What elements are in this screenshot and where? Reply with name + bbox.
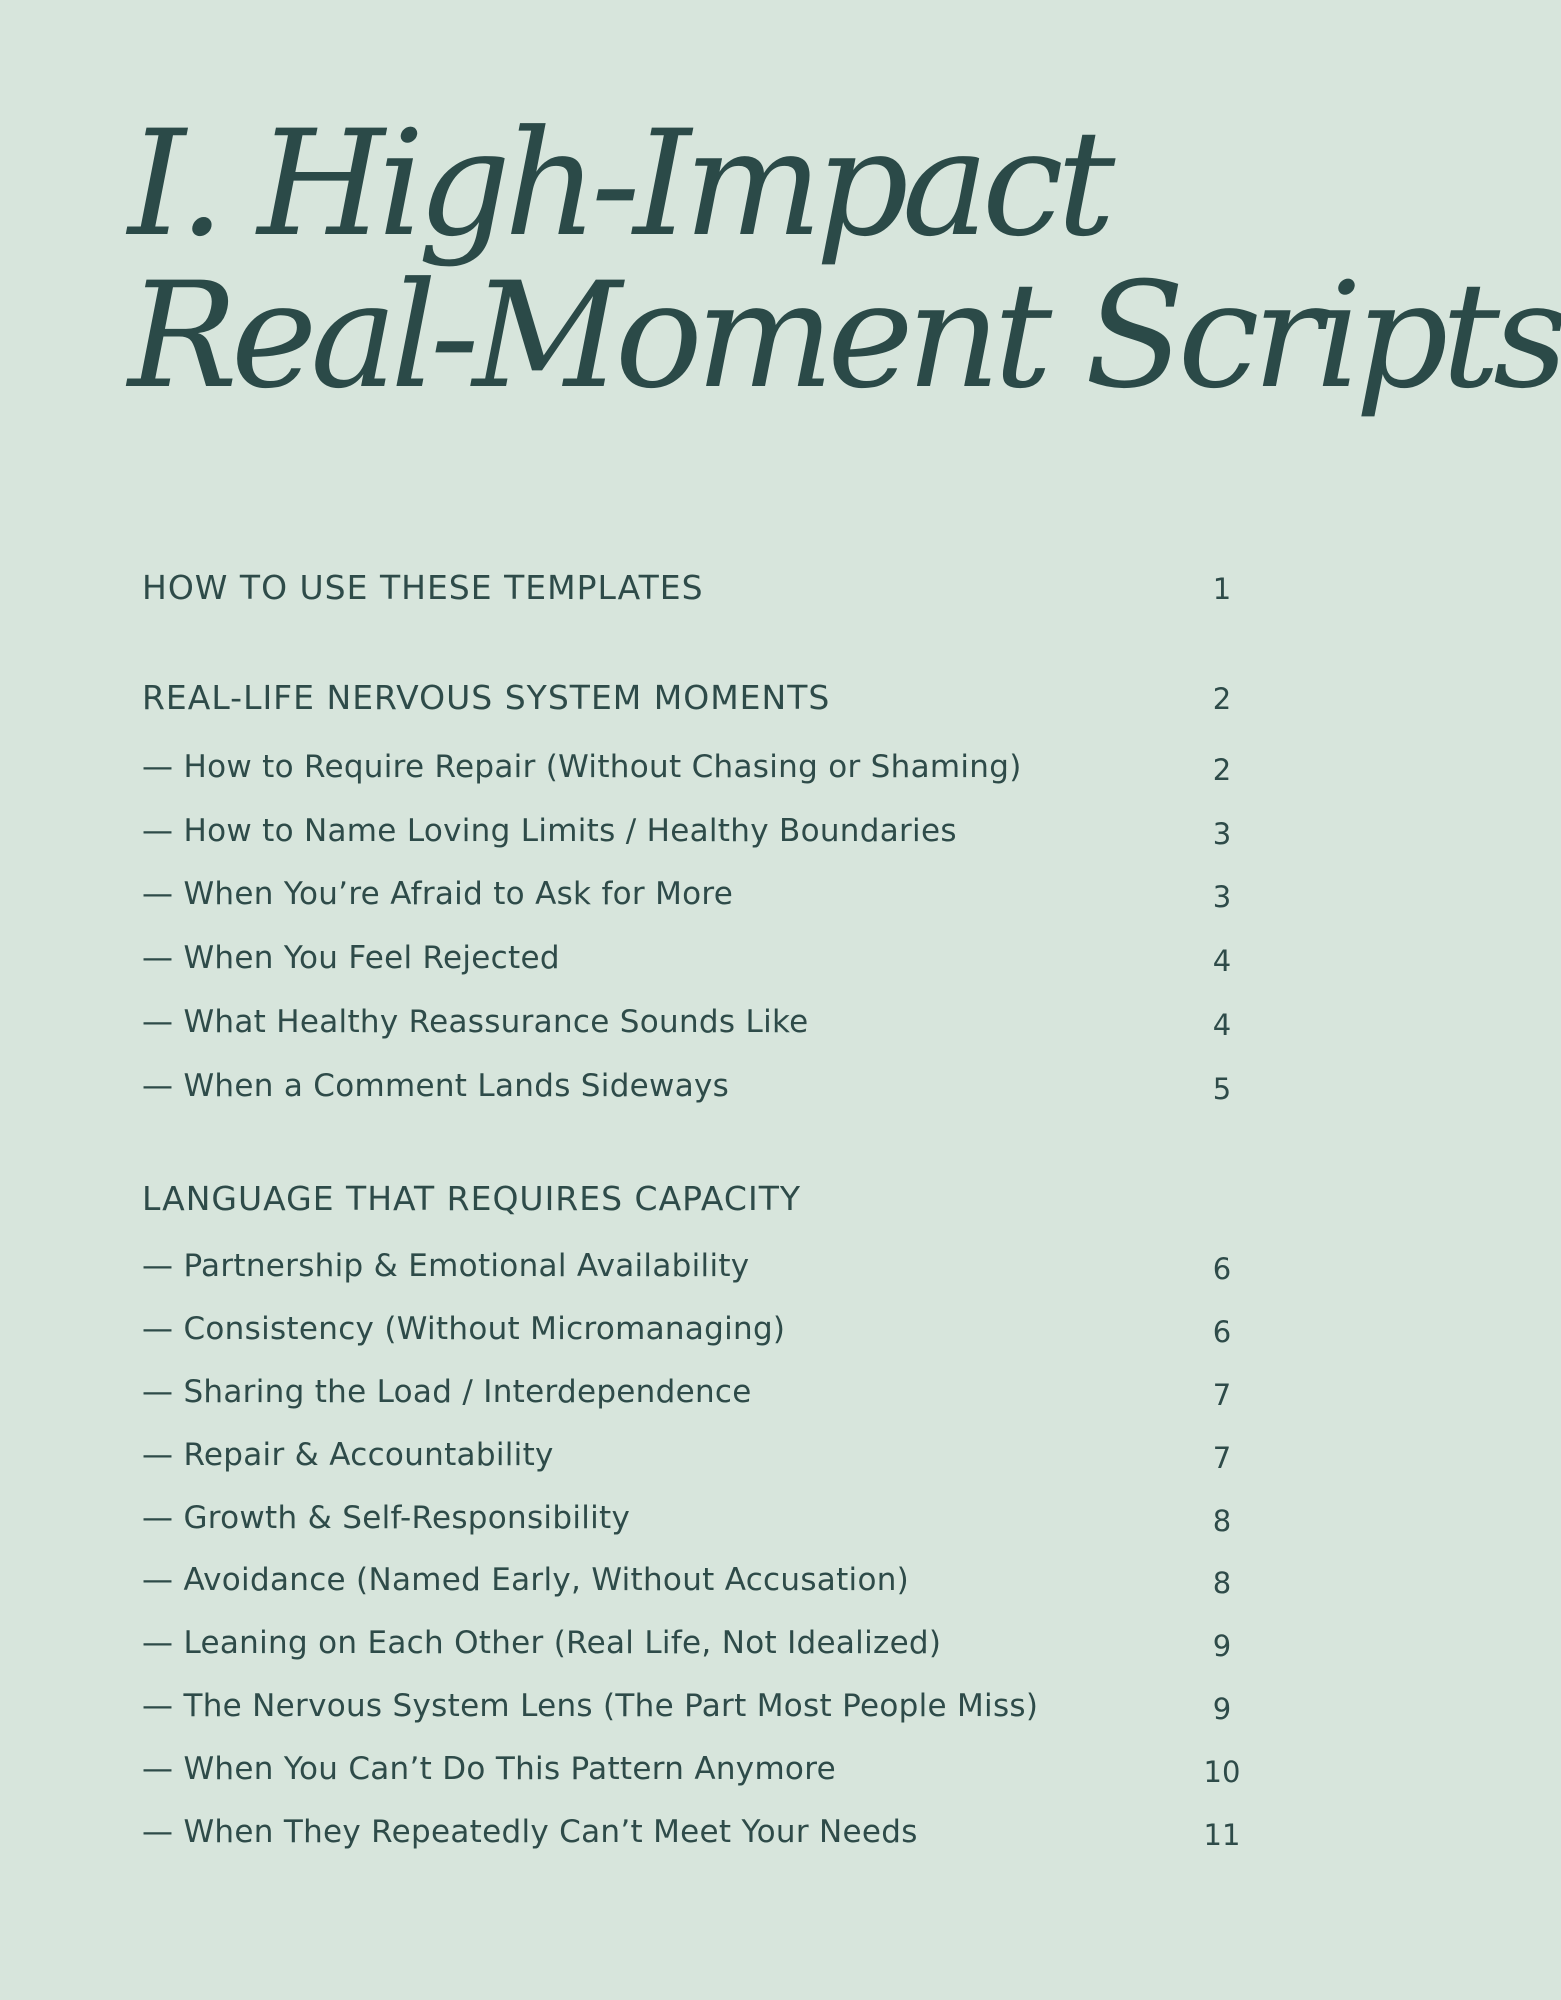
- toc-entry-label: — Consistency (Without Micromanaging): [142, 1311, 786, 1347]
- toc-page-number: 7: [1212, 1441, 1232, 1475]
- toc-entry-label: — Sharing the Load / Interdependence: [142, 1374, 752, 1410]
- toc-page-number: 9: [1212, 1692, 1232, 1726]
- toc-entry-label: — When You Can’t Do This Pattern Anymore: [142, 1751, 836, 1787]
- toc-item[interactable]: [142, 876, 1232, 926]
- toc-page-number: 2: [1212, 682, 1232, 716]
- toc-entry-label: — Repair & Accountability: [142, 1437, 554, 1473]
- toc-heading[interactable]: [142, 678, 1232, 728]
- toc-entry-label: — Leaning on Each Other (Real Life, Not Idealized): [142, 1625, 942, 1661]
- toc-page-number: 1: [1212, 572, 1232, 606]
- toc-item[interactable]: [142, 1500, 1232, 1550]
- toc-entry-label: — Avoidance (Named Early, Without Accusation): [142, 1562, 910, 1598]
- toc-page-number: 3: [1212, 880, 1232, 914]
- toc-item[interactable]: [142, 1751, 1241, 1801]
- toc-entry-label: — Growth & Self-Responsibility: [142, 1500, 631, 1536]
- toc-page-number: 7: [1212, 1378, 1232, 1412]
- toc-entry-label: REAL-LIFE NERVOUS SYSTEM MOMENTS: [142, 678, 831, 717]
- toc-page-number: 2: [1212, 753, 1232, 787]
- toc-item[interactable]: [142, 749, 1232, 799]
- page-title: [128, 99, 1561, 421]
- toc-page-number: 4: [1212, 944, 1232, 978]
- toc-entry-label: — The Nervous System Lens (The Part Most People Miss): [142, 1688, 1039, 1724]
- toc-heading[interactable]: [142, 568, 1232, 618]
- toc-page-number: 11: [1203, 1818, 1241, 1852]
- toc-item[interactable]: [142, 1688, 1232, 1738]
- toc-item[interactable]: [142, 1437, 1232, 1487]
- toc-item[interactable]: [142, 940, 1232, 990]
- toc-page-number: 8: [1212, 1566, 1232, 1600]
- toc-page-number: 5: [1212, 1072, 1232, 1106]
- toc-entry-label: LANGUAGE THAT REQUIRES CAPACITY: [142, 1179, 802, 1218]
- toc-item[interactable]: [142, 1625, 1232, 1675]
- toc-page-number: 6: [1212, 1252, 1232, 1286]
- toc-entry-label: — When You’re Afraid to Ask for More: [142, 876, 734, 912]
- toc-entry-label: — Partnership & Emotional Availability: [142, 1248, 750, 1284]
- toc-page-number: 6: [1212, 1315, 1232, 1349]
- toc-item[interactable]: [142, 1248, 1232, 1298]
- toc-item[interactable]: [142, 1374, 1232, 1424]
- toc-entry-label: — What Healthy Reassurance Sounds Like: [142, 1004, 809, 1040]
- toc-entry-label: — How to Require Repair (Without Chasing or Shaming): [142, 749, 1022, 785]
- toc-page-number: 4: [1212, 1008, 1232, 1042]
- toc-item[interactable]: [142, 1068, 1232, 1118]
- toc-entry-label: — When You Feel Rejected: [142, 940, 560, 976]
- toc-item[interactable]: [142, 1814, 1241, 1864]
- toc-page-number: 9: [1212, 1629, 1232, 1663]
- toc-item[interactable]: [142, 1004, 1232, 1054]
- toc-item[interactable]: [142, 813, 1232, 863]
- toc-page-number: 10: [1203, 1755, 1241, 1789]
- toc-entry-label: — When They Repeatedly Can’t Meet Your Needs: [142, 1814, 918, 1850]
- toc-item[interactable]: [142, 1562, 1232, 1612]
- page-title-line-2: Real-Moment Scripts: [128, 251, 1561, 421]
- toc-entry-label: HOW TO USE THESE TEMPLATES: [142, 568, 704, 607]
- toc-item[interactable]: [142, 1311, 1232, 1361]
- toc-page-number: 8: [1212, 1504, 1232, 1538]
- toc-page-number: 3: [1212, 817, 1232, 851]
- toc-heading[interactable]: [142, 1179, 1202, 1229]
- toc-entry-label: — When a Comment Lands Sideways: [142, 1068, 730, 1104]
- toc-entry-label: — How to Name Loving Limits / Healthy Boundaries: [142, 813, 957, 849]
- page-title-line-1: I. High-Impact: [128, 99, 1109, 269]
